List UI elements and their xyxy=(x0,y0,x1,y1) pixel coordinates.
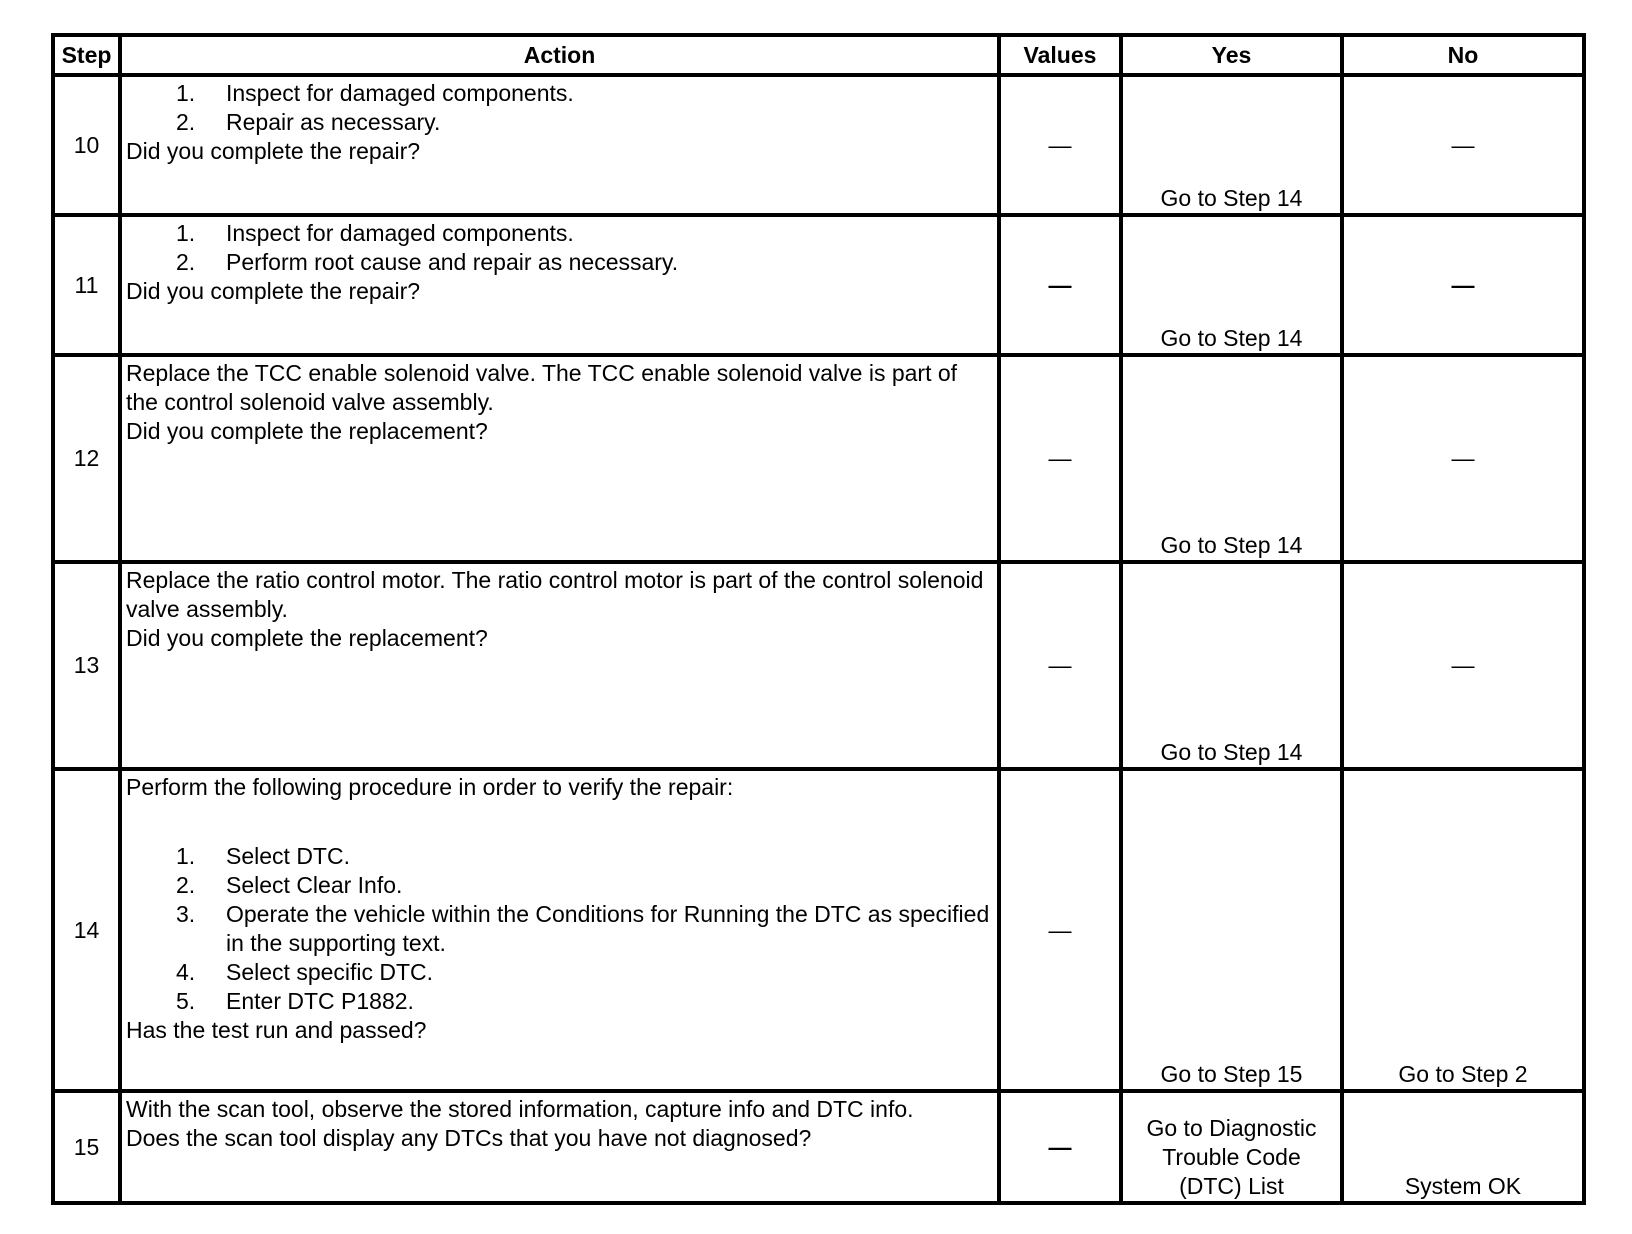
yes-cell: Go to Step 14 xyxy=(1121,215,1342,355)
yes-cell: Go to Diagnostic Trouble Code (DTC) List xyxy=(1121,1091,1342,1203)
header-values: Values xyxy=(999,35,1121,75)
diagnostic-table xyxy=(51,33,1586,1205)
action-intro: Replace the TCC enable solenoid valve. The TCC enable solenoid valve is part of the control solenoid valve assembly. xyxy=(126,360,958,415)
list-item: 2. Repair as necessary. xyxy=(176,109,441,135)
action-question: Did you complete the replacement? xyxy=(126,625,488,651)
action-steps xyxy=(126,79,993,137)
table-row xyxy=(53,562,1584,769)
action-steps xyxy=(126,842,993,1016)
action-question: Does the scan tool display any DTCs that you have not diagnosed? xyxy=(126,1125,812,1151)
step-number: 11 xyxy=(53,215,120,355)
values-cell: — xyxy=(999,1091,1121,1203)
list-item: 1. Select DTC. xyxy=(176,843,350,869)
action-cell xyxy=(120,562,999,769)
values-cell: — xyxy=(999,769,1121,1091)
action-question: Did you complete the replacement? xyxy=(126,418,488,444)
no-cell: — xyxy=(1342,215,1584,355)
action-intro: Perform the following procedure in order to verify the repair: xyxy=(126,774,734,800)
no-cell: — xyxy=(1342,75,1584,215)
list-item: 2. Perform root cause and repair as necessary. xyxy=(176,249,679,275)
action-intro: Replace the ratio control motor. The ratio control motor is part of the control solenoid valve assembly. xyxy=(126,567,984,622)
action-steps xyxy=(126,219,993,277)
list-item: 5. Enter DTC P1882. xyxy=(176,988,414,1014)
values-cell: — xyxy=(999,562,1121,769)
header-step: Step xyxy=(53,35,120,75)
yes-cell: Go to Step 14 xyxy=(1121,562,1342,769)
action-question: Did you complete the repair? xyxy=(126,278,421,304)
list-item: 2. Select Clear Info. xyxy=(176,872,403,898)
list-item: 1. Inspect for damaged components. xyxy=(176,220,574,246)
header-action: Action xyxy=(120,35,999,75)
table-row xyxy=(53,355,1584,562)
action-cell xyxy=(120,1091,999,1203)
step-number: 13 xyxy=(53,562,120,769)
values-cell: — xyxy=(999,355,1121,562)
step-number: 10 xyxy=(53,75,120,215)
action-cell xyxy=(120,75,999,215)
yes-cell: Go to Step 14 xyxy=(1121,75,1342,215)
table-row xyxy=(53,1091,1584,1203)
no-cell: — xyxy=(1342,355,1584,562)
action-cell xyxy=(120,355,999,562)
step-number: 15 xyxy=(53,1091,120,1203)
action-question: Has the test run and passed? xyxy=(126,1017,427,1043)
header-row xyxy=(53,35,1584,75)
action-cell xyxy=(120,215,999,355)
list-item: 3. Operate the vehicle within the Conditions for Running the DTC as specified in the supporting text. xyxy=(176,901,990,956)
action-question: Did you complete the repair? xyxy=(126,138,421,164)
table-row xyxy=(53,215,1584,355)
no-cell: — xyxy=(1342,562,1584,769)
list-item: 1. Inspect for damaged components. xyxy=(176,80,574,106)
header-yes: Yes xyxy=(1121,35,1342,75)
table-row xyxy=(53,769,1584,1091)
action-intro: With the scan tool, observe the stored information, capture info and DTC info. xyxy=(126,1096,914,1122)
values-cell: — xyxy=(999,215,1121,355)
list-item: 4. Select specific DTC. xyxy=(176,959,434,985)
yes-cell: Go to Step 15 xyxy=(1121,769,1342,1091)
action-cell xyxy=(120,769,999,1091)
values-cell: — xyxy=(999,75,1121,215)
no-cell: System OK xyxy=(1342,1091,1584,1203)
step-number: 14 xyxy=(53,769,120,1091)
no-cell: Go to Step 2 xyxy=(1342,769,1584,1091)
yes-cell: Go to Step 14 xyxy=(1121,355,1342,562)
step-number: 12 xyxy=(53,355,120,562)
header-no: No xyxy=(1342,35,1584,75)
table-row xyxy=(53,75,1584,215)
